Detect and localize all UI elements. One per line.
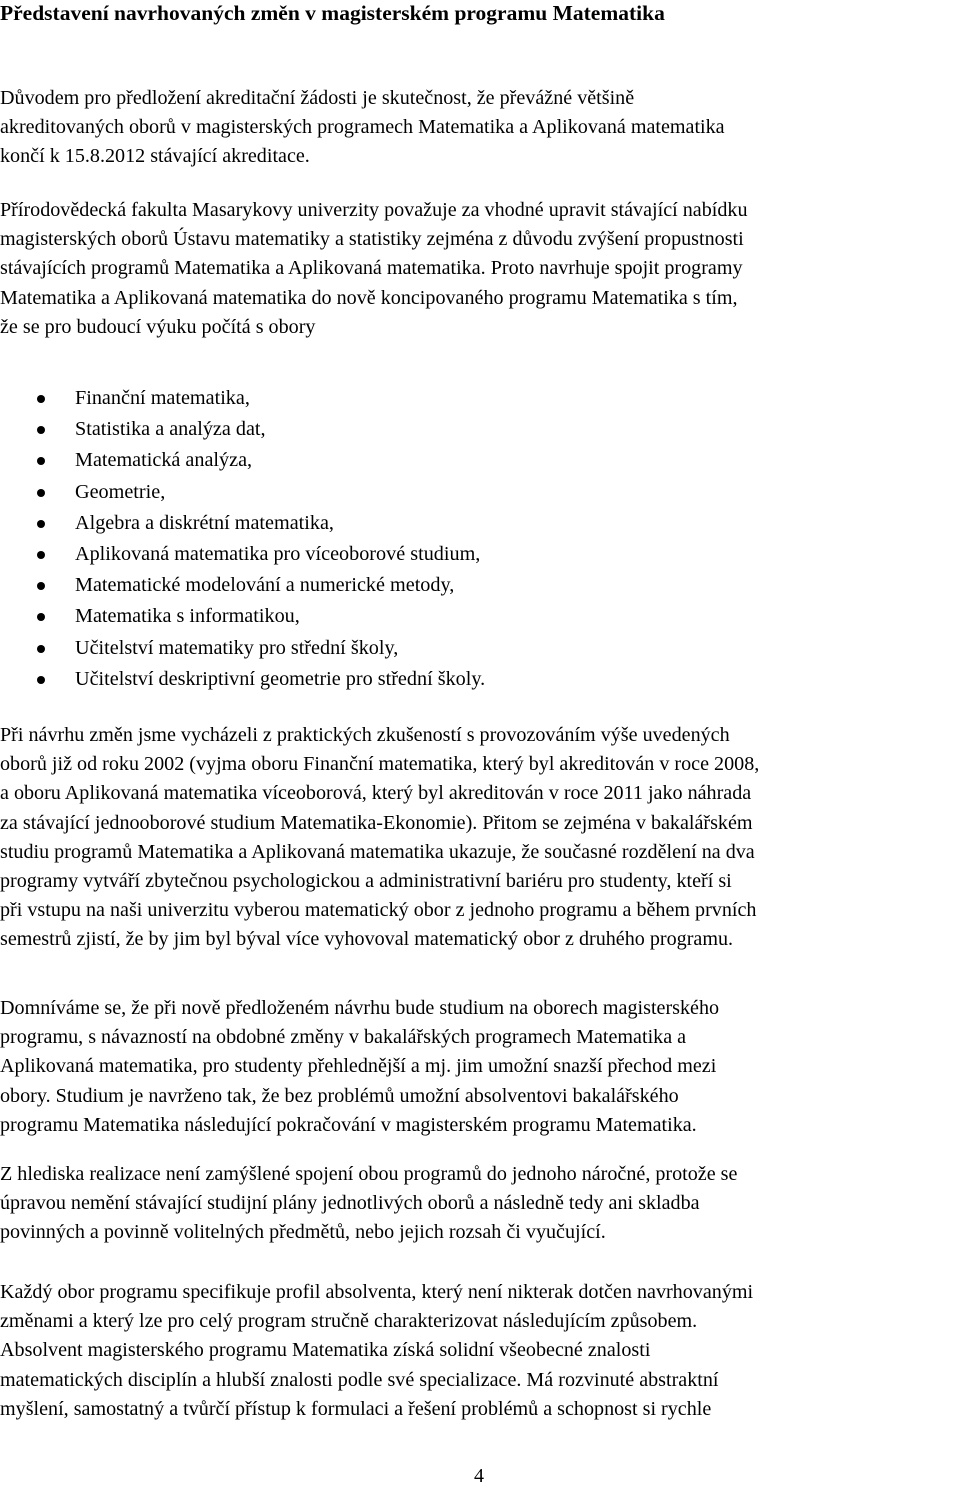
bullet-icon: [37, 551, 45, 559]
belief-paragraph: [0, 994, 960, 1140]
text-line: Matematika a Aplikovaná matematika do nově koncipovaného programu Matematika s tím,: [0, 286, 738, 309]
list-item-label: Matematické modelování a numerické metody,: [75, 574, 455, 597]
bullet-icon: [37, 395, 45, 403]
list-item-label: Matematika s informatikou,: [75, 605, 300, 628]
text-line: Z hlediska realizace není zamýšlené spojení obou programů do jednoho náročné, protože se: [0, 1163, 738, 1185]
profile-paragraph: [0, 1278, 960, 1424]
text-line: Domníváme se, že při nově předloženém návrhu bude studium na oborech magisterského: [0, 997, 720, 1019]
bullet-icon: [37, 645, 45, 653]
text-line: končí k 15.8.2012 stávající akreditace.: [0, 145, 310, 168]
text-line: při vstupu na naši univerzitu vyberou matematický obor z jednoho programu a během prvních: [0, 899, 757, 922]
text-line: že se pro budoucí výuku počítá s obory: [0, 315, 316, 338]
bullet-icon: [37, 457, 45, 465]
bullet-icon: [37, 582, 45, 590]
text-line: Absolvent magisterského programu Matematika získá solidní všeobecné znalosti: [0, 1339, 651, 1362]
text-line: povinných a povinně volitelných předmětů, nebo jejich rozsah či vyučující.: [0, 1221, 606, 1244]
intro-paragraph: [0, 84, 960, 172]
bullet-icon: [37, 426, 45, 434]
list-item-label: Geometrie,: [75, 480, 166, 503]
list-item-label: Aplikovaná matematika pro víceoborové studium,: [75, 542, 481, 565]
text-line: změnami a který lze pro celý program stručně charakterizovat následujícím způsobem.: [0, 1310, 698, 1333]
text-line: Přírodovědecká fakulta Masarykovy univerzity považuje za vhodné upravit stávající nabídku: [0, 199, 748, 221]
list-item-label: Algebra a diskrétní matematika,: [75, 511, 334, 534]
bullet-icon: [37, 489, 45, 497]
text-line: Důvodem pro předložení akreditační žádosti je skutečnost, že převážné většině: [0, 87, 635, 109]
page-title: Představení navrhovaných změn v magisterském programu Matematika: [0, 1, 665, 25]
text-line: matematických disciplín a hlubší znalosti podle své specializace. Má rozvinuté abstraktní: [0, 1368, 719, 1391]
faculty-paragraph: [0, 196, 960, 342]
text-line: studiu programů Matematika a Aplikovaná matematika ukazuje, že současné rozdělení na dva: [0, 840, 755, 863]
bullet-icon: [37, 613, 45, 621]
bullet-icon: [37, 520, 45, 528]
page-number: 4: [474, 1465, 484, 1487]
text-line: obory. Studium je navrženo tak, že bez problémů umožní absolventovi bakalářského: [0, 1084, 679, 1107]
text-line: myšlení, samostatný a tvůrčí přístup k formulaci a řešení problémů a schopnost si rychle: [0, 1397, 712, 1420]
text-line: za stávající jednooborové studium Matematika-Ekonomie). Přitom se zejména v bakalářském: [0, 811, 753, 834]
text-line: Aplikovaná matematika, pro studenty přehlednější a mj. jim umožní snazší přechod mezi: [0, 1055, 717, 1078]
text-line: úpravou nemění stávající studijní plány jednotlivých oborů a následně tedy ani skladba: [0, 1192, 700, 1215]
list-item-label: Učitelství matematiky pro střední školy,: [75, 636, 399, 659]
text-line: stávajících programů Matematika a Aplikovaná matematika. Proto navrhuje spojit programy: [0, 257, 743, 280]
text-line: akreditovaných oborů v magisterských programech Matematika a Aplikovaná matematika: [0, 116, 725, 139]
text-line: magisterských oborů Ústavu matematiky a statistiky zejména z důvodu zvýšení propustnosti: [0, 228, 744, 251]
text-line: programu Matematika následující pokračování v magisterském programu Matematika.: [0, 1113, 697, 1136]
list-item-label: Matematická analýza,: [75, 449, 253, 472]
text-line: programu, s návazností na obdobné změny v bakalářských programech Matematika a: [0, 1026, 687, 1049]
experience-paragraph: [0, 721, 960, 955]
list-item-label: Učitelství deskriptivní geometrie pro střední školy.: [75, 667, 486, 690]
bullet-icon: [37, 676, 45, 684]
text-line: semestrů zjistí, že by jim byl býval více vyhovoval matematický obor z druhého programu.: [0, 928, 734, 951]
realization-paragraph: [0, 1160, 960, 1248]
text-line: programy vytváří zbytečnou psychologickou a administrativní bariéru pro studenty, kteří si: [0, 869, 732, 892]
list-item-label: Statistika a analýza dat,: [75, 418, 266, 441]
text-line: Při návrhu změn jsme vycházeli z praktických zkušeností s provozováním výše uvedených: [0, 724, 730, 746]
text-line: a oboru Aplikovaná matematika víceoborová, který byl akreditován v roce 2011 jako náhrada: [0, 782, 752, 805]
text-line: oborů již od roku 2002 (vyjma oboru Finanční matematika, který byl akreditován v roce 2008,: [0, 753, 760, 776]
list-item-label: Finanční matematika,: [75, 387, 250, 409]
text-line: Každý obor programu specifikuje profil absolventa, který není nikterak dotčen navrhovanými: [0, 1281, 754, 1303]
